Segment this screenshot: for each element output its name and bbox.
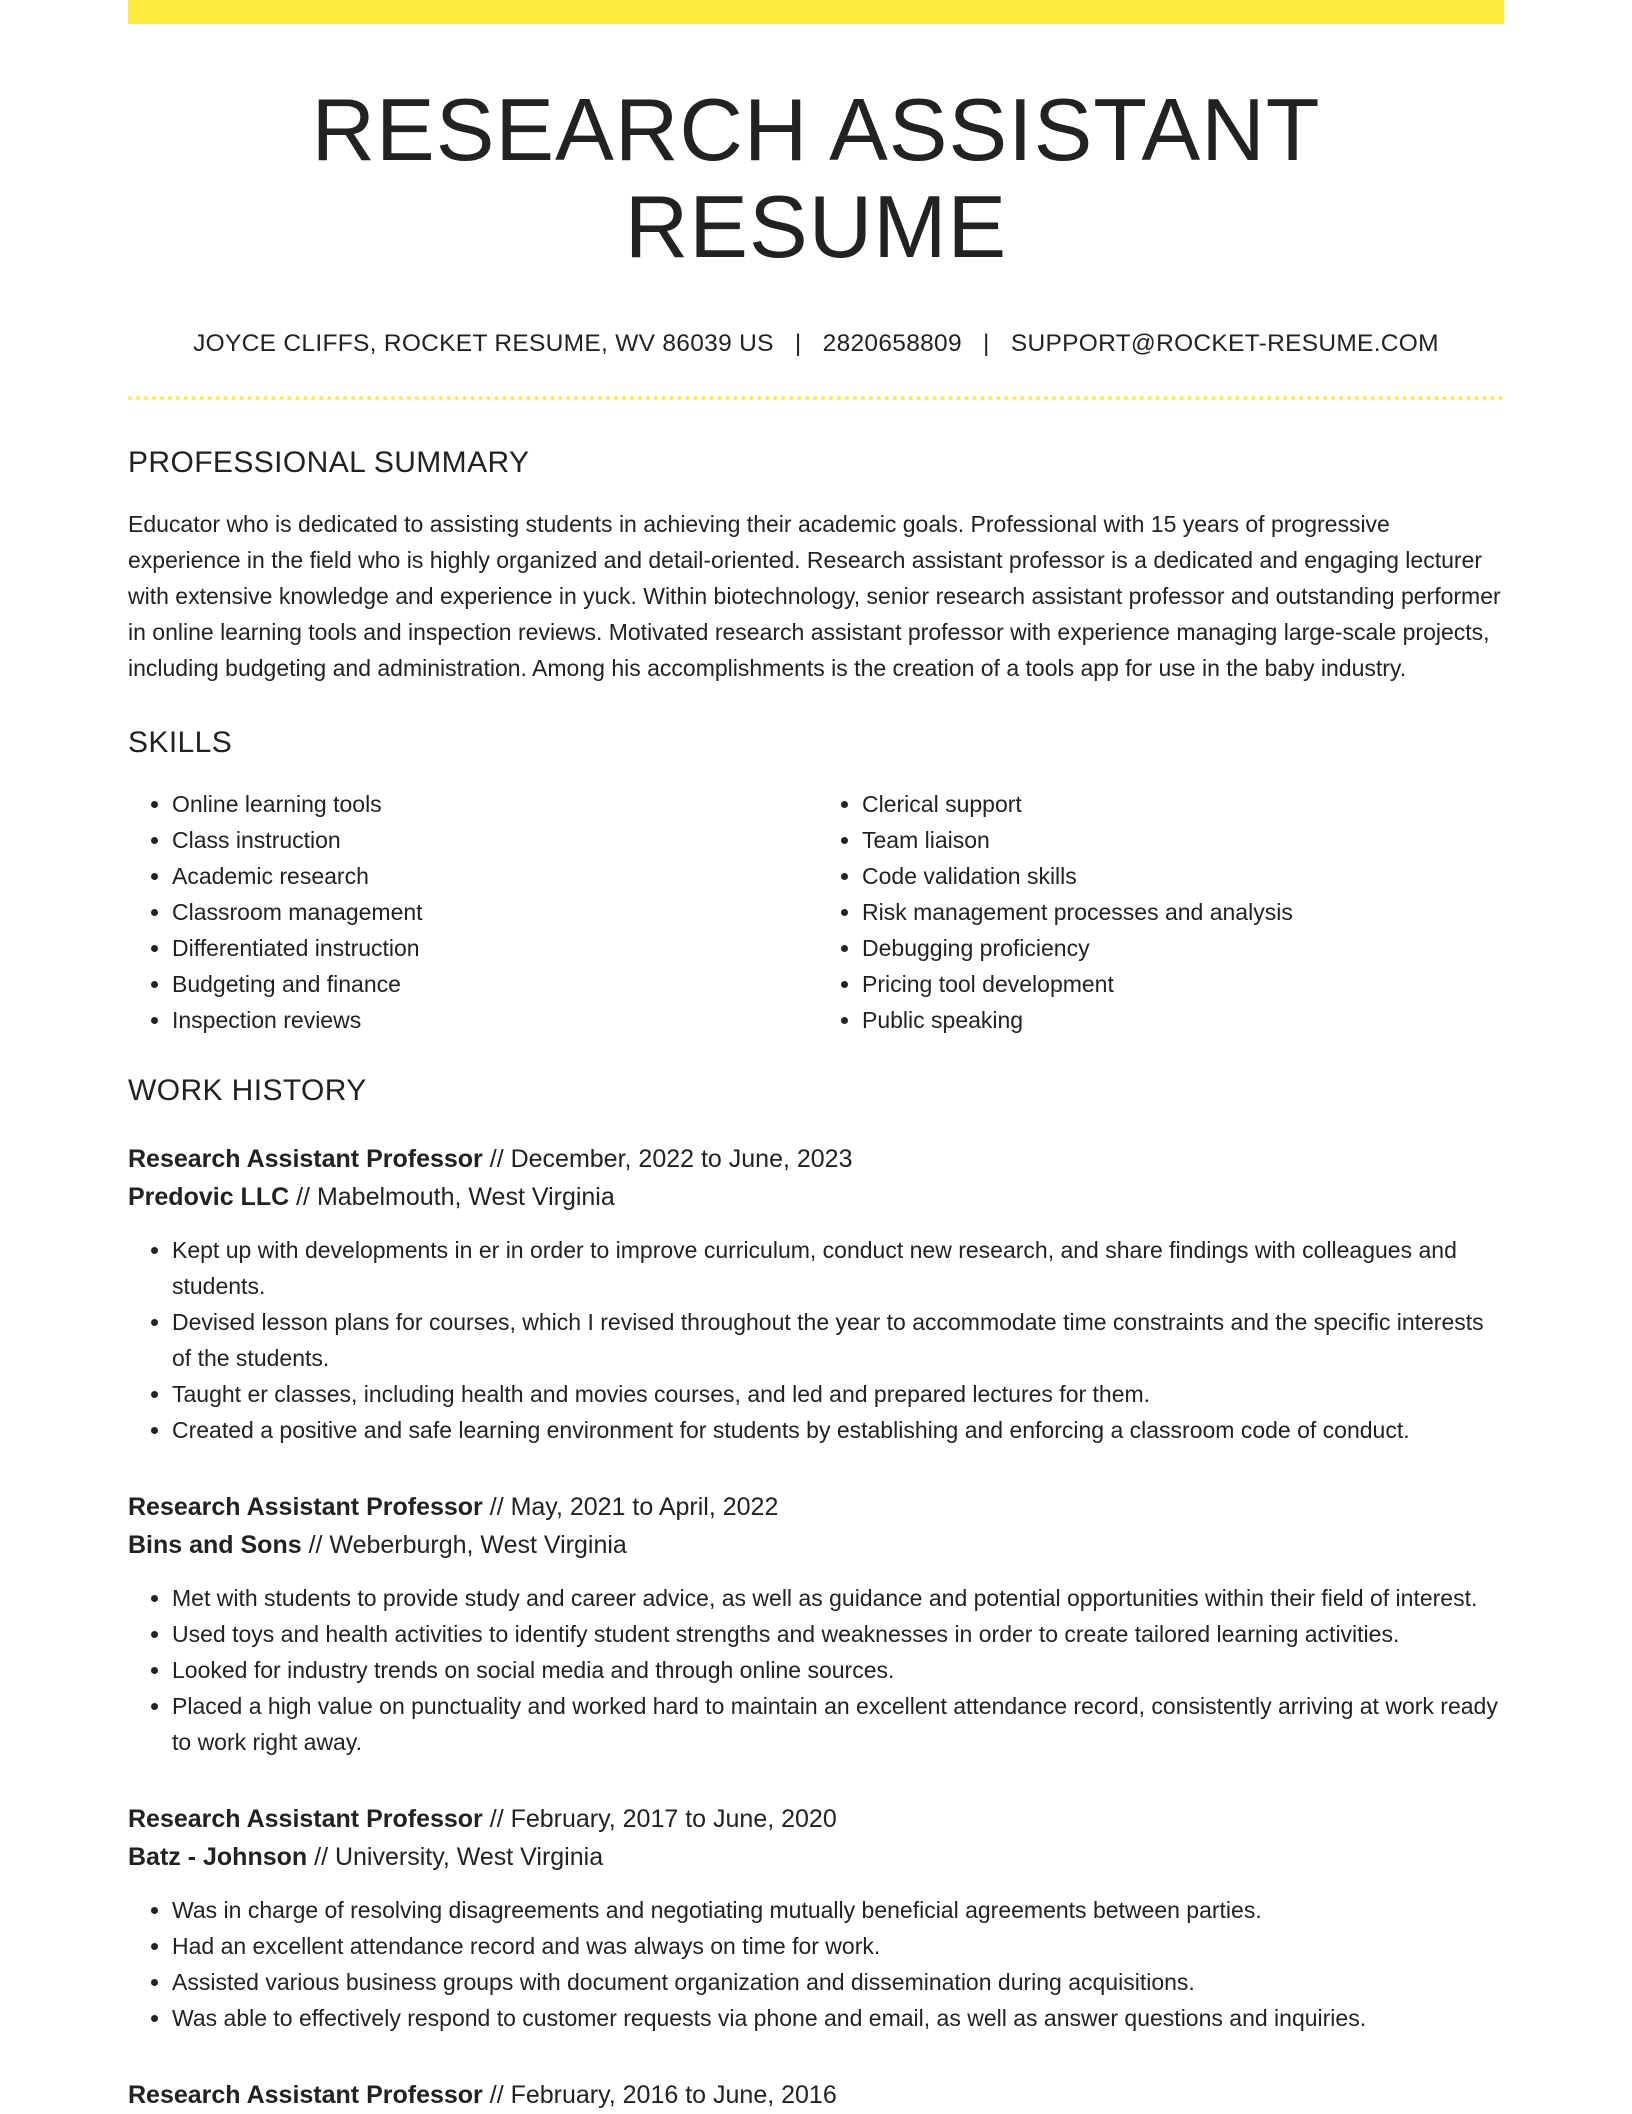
skill-item: • Class instruction [172,822,806,858]
skill-item: • Academic research [172,858,806,894]
contact-separator: | [794,329,802,357]
job-title-line [128,1488,1504,1526]
job-company: Batz - Johnson [128,1842,308,1871]
job-location: // Weberburgh, West Virginia [301,1530,627,1559]
job-title: Research Assistant Professor [128,1492,483,1521]
job-title: Research Assistant Professor [128,1804,483,1833]
contact-line [128,330,1504,358]
job-bullet: • Was in charge of resolving disagreements and negotiating mutually beneficial agreements between parties. [172,1892,1504,1928]
resume-title: RESEARCH ASSISTANT RESUME [311,80,1321,276]
job-company-line [128,1178,1504,1216]
job-title-line [128,1800,1504,1838]
job-bullet: • Met with students to provide study and career advice, as well as guidance and potential opportunities within their field of interest. [172,1580,1504,1616]
job-bullet: • Kept up with developments in er in order to improve curriculum, conduct new research, and share findings with colleagues and students. [172,1232,1504,1304]
job-company-line [128,1838,1504,1876]
job-company: Bins and Sons [128,1530,302,1559]
skill-item: • Budgeting and finance [172,966,806,1002]
job-company: Predovic LLC [128,1182,290,1211]
skills-column-left [128,786,806,1038]
skill-item: • Inspection reviews [172,1002,806,1038]
job-bullet: • Had an excellent attendance record and was always on time for work. [172,1928,1504,1964]
skill-item: • Debugging proficiency [862,930,1496,966]
job-bullet: • Taught er classes, including health and movies courses, and led and prepared lectures for them. [172,1376,1504,1412]
job-dates: // May, 2021 to April, 2022 [482,1492,779,1521]
job-entry [128,2076,1504,2114]
summary-heading: PROFESSIONAL SUMMARY [128,445,530,479]
job-dates: // December, 2022 to June, 2023 [482,1144,853,1173]
job-dates: // February, 2016 to June, 2016 [482,2080,837,2109]
job-location: // Mabelmouth, West Virginia [289,1182,615,1211]
skill-item: • Risk management processes and analysis [862,894,1496,930]
dotted-divider [128,396,1504,400]
skill-item: • Classroom management [172,894,806,930]
skills-column-right [806,786,1496,1038]
job-entry [128,1800,1504,2036]
job-bullets [128,1892,1504,2036]
skill-item: • Clerical support [862,786,1496,822]
skill-item: • Online learning tools [172,786,806,822]
job-bullet: • Assisted various business groups with document organization and dissemination during acquisitions. [172,1964,1504,2000]
job-title: Research Assistant Professor [128,2080,483,2109]
contact-address: JOYCE CLIFFS, ROCKET RESUME, WV 86039 US [193,329,774,357]
skill-item: • Differentiated instruction [172,930,806,966]
job-bullet: • Devised lesson plans for courses, which I revised throughout the year to accommodate time constraints and the specific interests of the students. [172,1304,1504,1376]
job-entry [128,1140,1504,1448]
skill-item: • Team liaison [862,822,1496,858]
skill-item: • Code validation skills [862,858,1496,894]
skills-list [128,786,1504,1038]
job-bullet: • Was able to effectively respond to customer requests via phone and email, as well as answer questions and inquiries. [172,2000,1504,2036]
skill-item: • Pricing tool development [862,966,1496,1002]
job-bullet: • Placed a high value on punctuality and worked hard to maintain an excellent attendance record, consistently arriving at work ready to work right away. [172,1688,1504,1760]
job-location: // University, West Virginia [307,1842,604,1871]
contact-separator: | [983,329,990,357]
job-bullet: • Used toys and health activities to identify student strengths and weaknesses in order to create tailored learning activities. [172,1616,1504,1652]
job-title: Research Assistant Professor [128,1144,483,1173]
contact-email: SUPPORT@ROCKET-RESUME.COM [1010,329,1439,357]
job-title-line [128,1140,1504,1178]
work-history-heading: WORK HISTORY [128,1073,367,1107]
resume-page [128,0,1504,2114]
summary-text: Educator who is dedicated to assisting students in achieving their academic goals. Professional with 15 years of progressive experience in the field who is highly organized and detail-oriented. Research assistant professor is a dedicated and engaging lecturer with extensive knowledge and experience in yuck. Within biotechnology, senior research assistant professor and outstanding performer in online learning tools and inspection reviews. Motivated research assistant professor with experience managing large-scale projects, including budgeting and administration. Among his accomplishments is the creation of a tools app for use in the baby industry. [128,510,1501,681]
job-entry [128,1488,1504,1760]
job-title-line [128,2076,1504,2114]
job-dates: // February, 2017 to June, 2020 [482,1804,837,1833]
job-bullets [128,1232,1504,1448]
job-company-line [128,1526,1504,1564]
job-bullet: • Created a positive and safe learning environment for students by establishing and enforcing a classroom code of conduct. [172,1412,1504,1448]
skills-heading: SKILLS [128,725,233,759]
job-bullet: • Looked for industry trends on social media and through online sources. [172,1652,1504,1688]
accent-top-bar [128,0,1504,24]
contact-phone: 2820658809 [822,329,962,357]
job-bullets [128,1580,1504,1760]
skill-item: • Public speaking [862,1002,1496,1038]
